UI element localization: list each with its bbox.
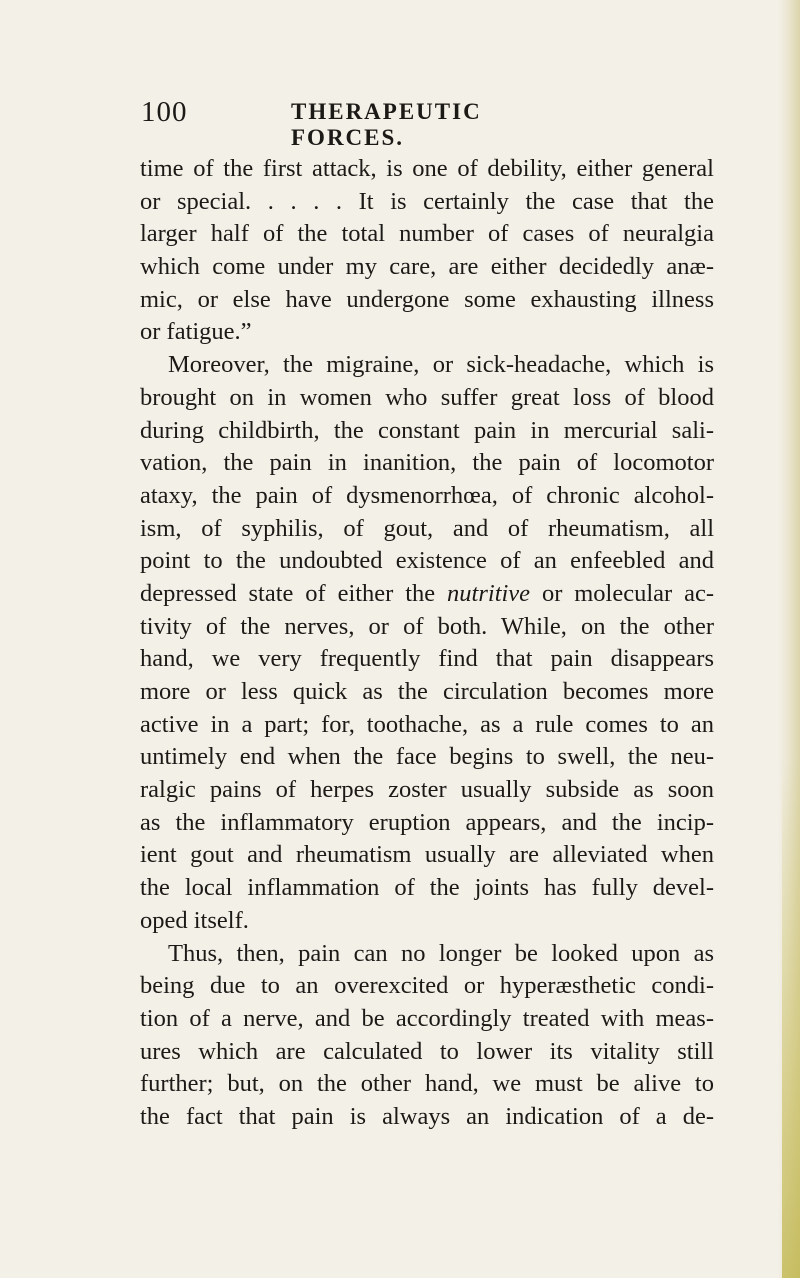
text-line: ures which are calculated to lower its vitality still xyxy=(140,1037,714,1065)
text-segment: depressed state of either the xyxy=(140,579,448,607)
text-line: untimely end when the face begins to swell, the neu- xyxy=(140,743,714,771)
text-line: as the inflammatory eruption appears, and the incip- xyxy=(140,808,714,836)
italic-term: nutritive xyxy=(447,579,531,607)
text-line: larger half of the total number of cases of neuralgia xyxy=(140,220,714,248)
text-line: the fact that pain is always an indication of a de- xyxy=(140,1102,714,1130)
text-line: ataxy, the pain of dysmenorrhœa, of chronic alcohol- xyxy=(140,481,714,509)
text-line: brought on in women who suffer great loss of blood xyxy=(140,383,714,411)
text-line: ralgic pains of herpes zoster usually subside as soon xyxy=(140,776,714,804)
running-head: THERAPEUTIC FORCES. xyxy=(291,99,482,150)
text-line: the local inflammation of the joints has fully devel- xyxy=(140,874,714,902)
text-line: being due to an overexcited or hyperæsthetic condi- xyxy=(140,972,714,1000)
text-line: or fatigue.” xyxy=(140,318,252,346)
page-edge-stain xyxy=(782,758,800,1278)
text-line: during childbirth, the constant pain in mercurial sali- xyxy=(140,416,714,444)
text-line: tivity of the nerves, or of both. While, on the other xyxy=(140,612,714,640)
text-line: hand, we very frequently find that pain disappears xyxy=(140,645,714,673)
page-number: 100 xyxy=(141,96,188,128)
text-line: ient gout and rheumatism usually are alleviated when xyxy=(140,841,714,869)
text-line: ism, of syphilis, of gout, and of rheumatism, all xyxy=(140,514,714,542)
text-line: active in a part; for, toothache, as a rule comes to an xyxy=(140,710,714,738)
text-line: vation, the pain in inanition, the pain of locomotor xyxy=(140,449,714,477)
text-line: which come under my care, are either decidedly anæ- xyxy=(140,253,714,281)
paragraph-start-line: Moreover, the migraine, or sick-headache, which is xyxy=(168,351,714,379)
text-line: tion of a nerve, and be accordingly treated with meas- xyxy=(140,1004,714,1032)
text-line: more or less quick as the circulation becomes more xyxy=(140,678,714,705)
text-line: further; but, on the other hand, we must be alive to xyxy=(140,1070,714,1098)
text-line: point to the undoubted existence of an enfeebled and xyxy=(140,547,714,575)
body-text xyxy=(140,153,714,1134)
text-line: mic, or else have undergone some exhausting illness xyxy=(140,285,714,313)
text-line-with-italic xyxy=(140,578,714,611)
text-line: time of the first attack, is one of debility, either general xyxy=(140,155,714,182)
text-segment: or molecular ac- xyxy=(530,579,714,607)
paragraph-start-line: Thus, then, pain can no longer be looked upon as xyxy=(168,939,714,967)
text-line: oped itself. xyxy=(140,906,249,934)
text-line: or special. . . . . It is certainly the case that the xyxy=(140,187,714,215)
page-header xyxy=(141,96,561,150)
